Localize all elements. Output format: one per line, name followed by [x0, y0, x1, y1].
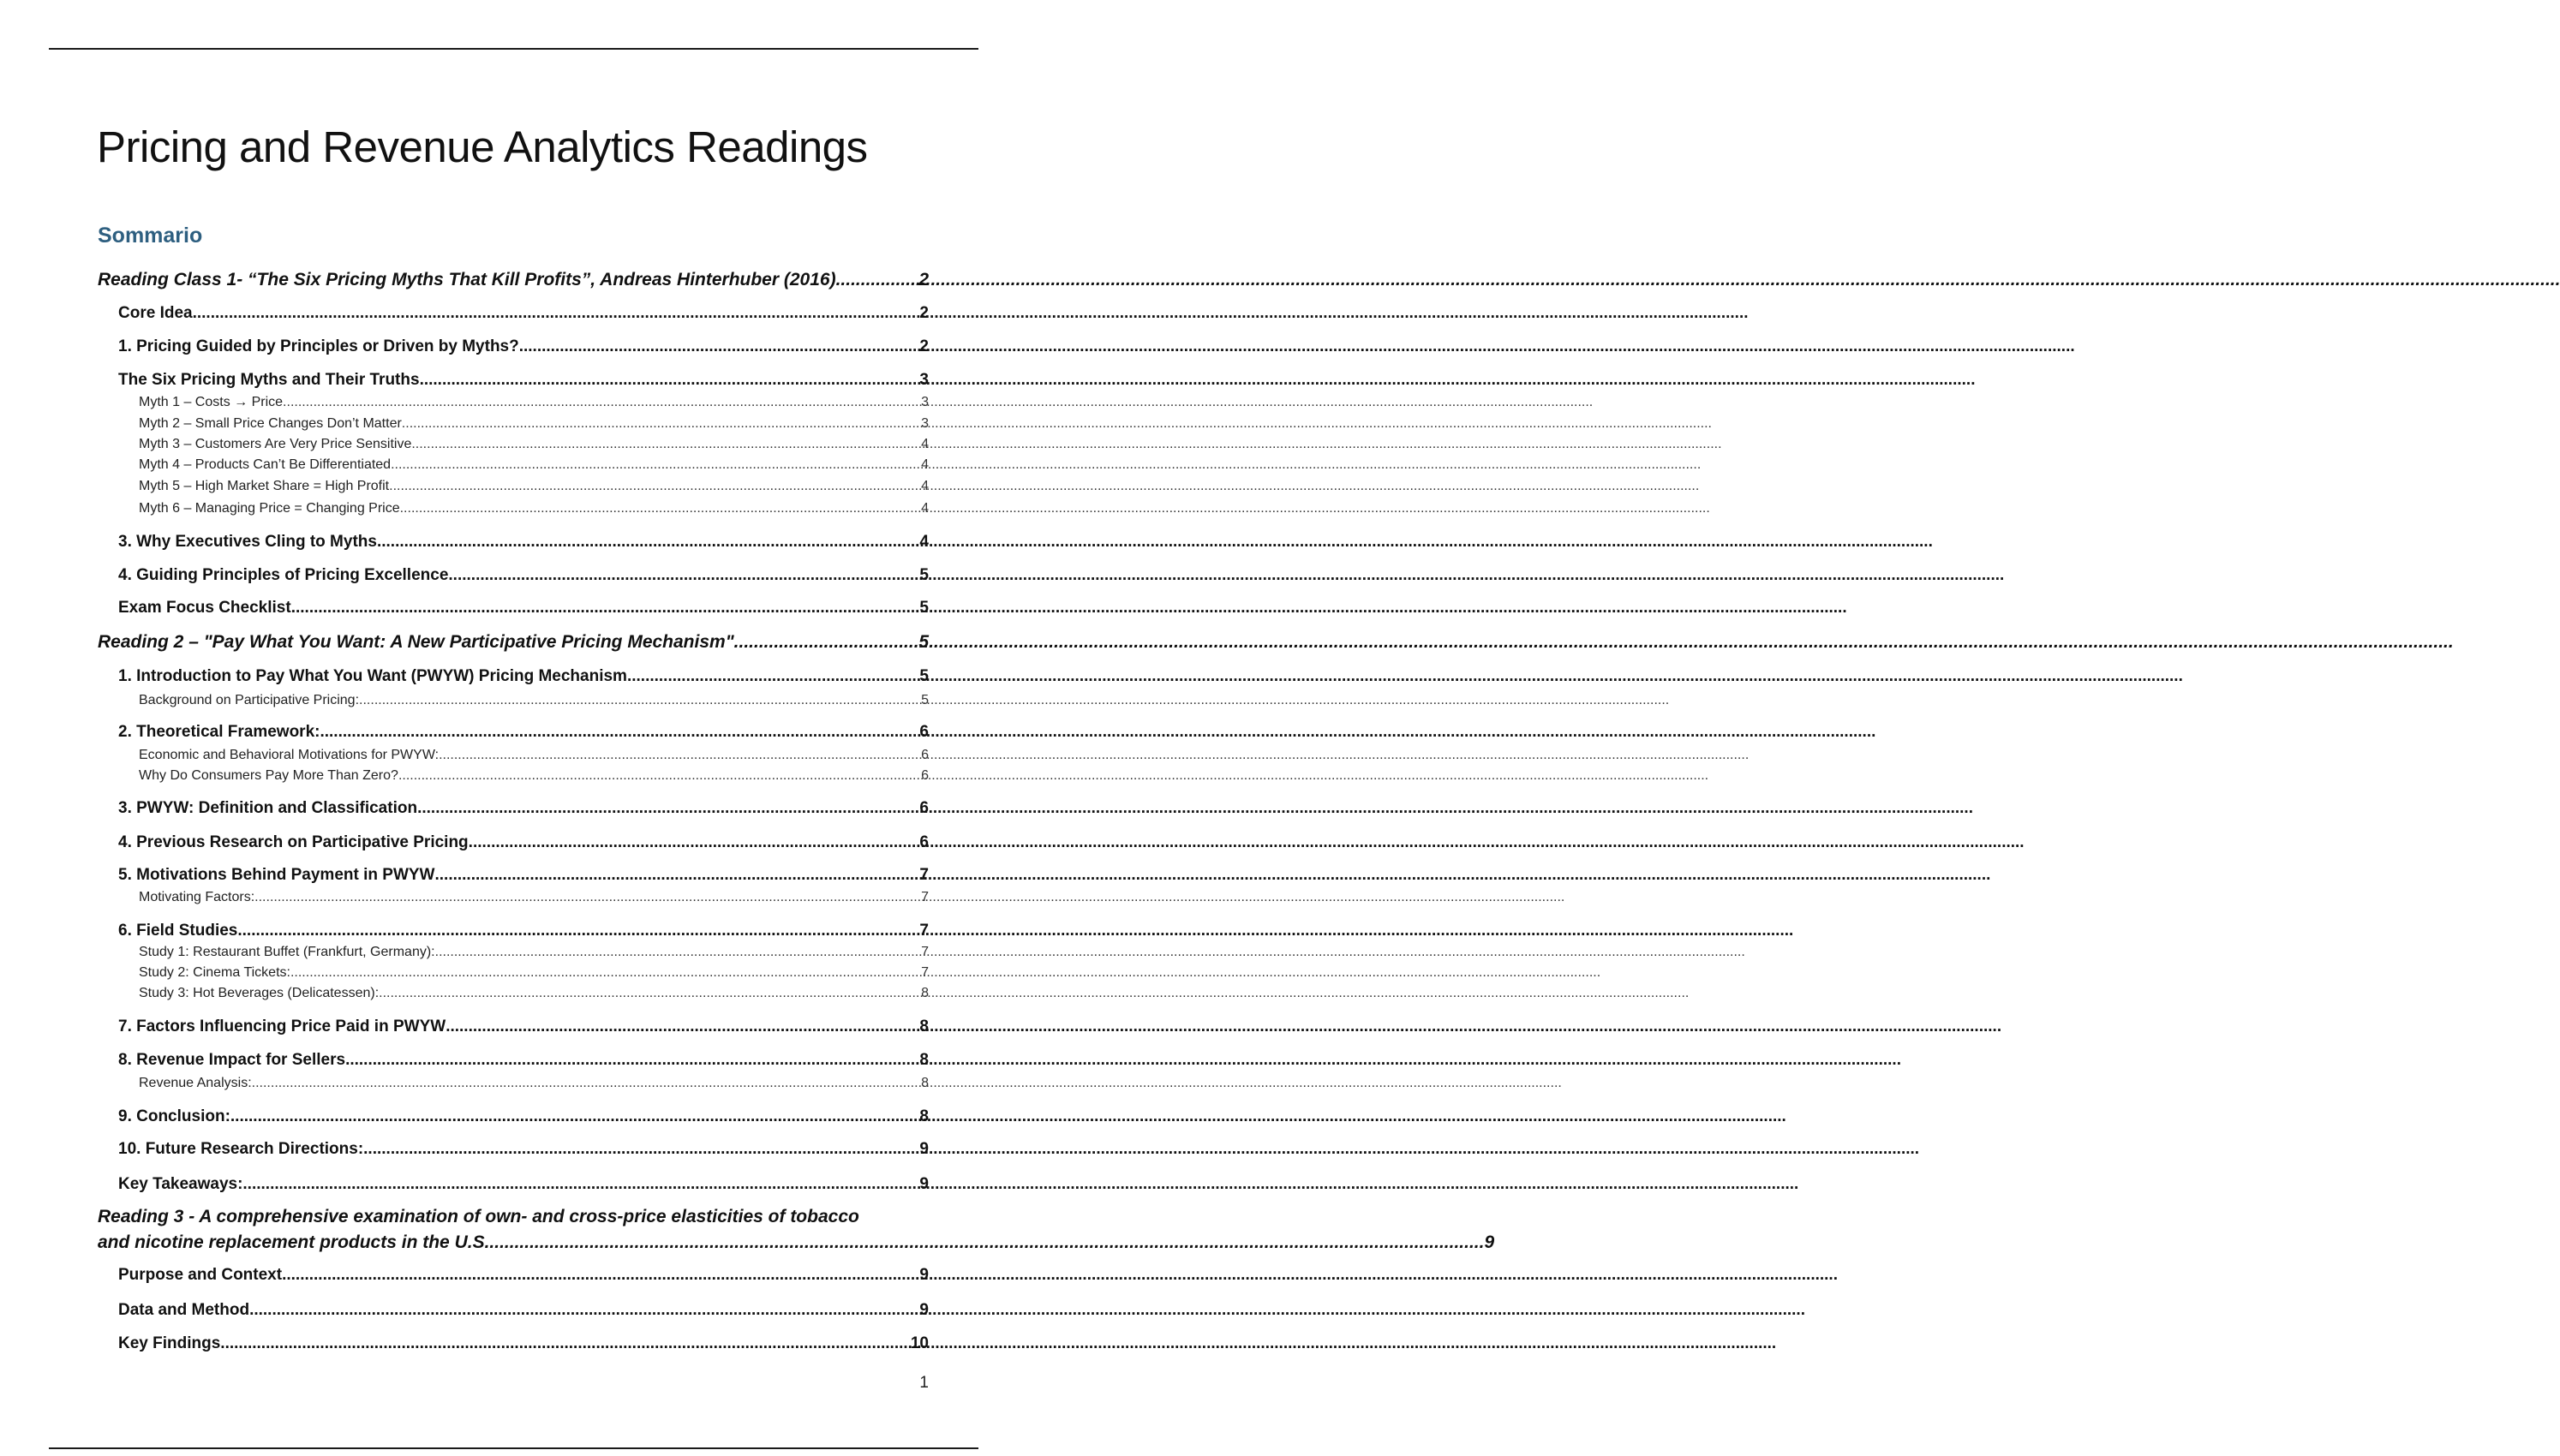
toc-entry-future-research[interactable]: [118, 1139, 929, 1160]
toc-leader: [402, 415, 921, 433]
toc-label: Study 3: Hot Beverages (Delicatessen):: [139, 986, 380, 1000]
toc-page-number: 2: [918, 270, 929, 289]
toc-leader: [469, 832, 920, 853]
toc-page-number: 5: [919, 566, 929, 584]
toc-entry-study-1[interactable]: [139, 944, 929, 961]
toc-label: Study 2: Cinema Tickets:: [139, 965, 290, 980]
toc-leader: [237, 921, 919, 941]
toc-label: 4. Guiding Principles of Pricing Excellence: [118, 566, 449, 584]
toc-entry-previous-research[interactable]: [118, 832, 929, 853]
toc-entry-revenue-analysis[interactable]: [139, 1075, 929, 1092]
toc-entry-why-executives[interactable]: [118, 532, 929, 552]
toc-page-number: 7: [921, 890, 929, 904]
toc-label: Economic and Behavioral Motivations for PWYW:: [139, 748, 440, 762]
toc-entry-study-2[interactable]: [139, 964, 929, 982]
toc-page-number: 4: [921, 501, 929, 516]
toc-label: Purpose and Context: [118, 1266, 283, 1284]
toc-leader: [734, 631, 919, 653]
toc-leader: [398, 767, 921, 785]
toc-entry-pay-more-than-zero[interactable]: [139, 767, 929, 785]
toc-entry-motivations-pwyw[interactable]: [139, 747, 929, 764]
toc-label: Key Takeaways:: [118, 1175, 243, 1193]
toc-leader: [282, 1265, 919, 1286]
toc-label: The Six Pricing Myths and Their Truths: [118, 371, 420, 389]
document-title: Pricing and Revenue Analytics Readings: [97, 122, 868, 171]
toc-page-number: 6: [921, 768, 929, 783]
toc-page-number: 8: [921, 986, 929, 1000]
toc-leader: [434, 865, 919, 886]
toc-entry-guiding-principles[interactable]: [118, 565, 929, 586]
toc-entry-reading-1[interactable]: [98, 269, 929, 291]
toc-leader: [400, 500, 921, 517]
toc-page-number: 5: [919, 667, 929, 685]
toc-label: Data and Method: [118, 1301, 250, 1319]
toc-entry-reading-2[interactable]: [98, 631, 929, 653]
toc-page-number: 9: [919, 1266, 929, 1284]
toc-entry-field-studies[interactable]: [118, 921, 929, 941]
toc-page-number: 7: [921, 945, 929, 959]
toc-label: Study 1: Restaurant Buffet (Frankfurt, Germany):: [139, 945, 435, 959]
toc-entry-myth-6[interactable]: [139, 500, 929, 517]
toc-leader: [252, 1075, 921, 1092]
toc-page-number: 6: [919, 723, 929, 741]
toc-label: Exam Focus Checklist: [118, 599, 291, 617]
toc-leader: [439, 747, 921, 764]
toc-page-number: 9: [919, 1301, 929, 1319]
toc-entry-motivations-payment[interactable]: [118, 865, 929, 886]
toc-label: 1. Introduction to Pay What You Want (PWYW) Pricing Mechanism: [118, 667, 627, 685]
toc-label: Why Do Consumers Pay More Than Zero?: [139, 768, 398, 783]
toc-label: 6. Field Studies: [118, 922, 238, 940]
toc-page-number: 3: [921, 416, 929, 431]
toc-label: Reading 2 – "Pay What You Want: A New Participative Pricing Mechanism": [98, 632, 734, 652]
toc-leader: [391, 456, 921, 474]
toc-entry-key-findings[interactable]: [118, 1334, 929, 1354]
toc-heading: Sommario: [98, 224, 203, 248]
toc-label: 3. PWYW: Definition and Classification: [118, 799, 418, 817]
toc-leader: [420, 370, 920, 391]
toc-leader: [242, 1174, 919, 1195]
toc-label: Reading Class 1- “The Six Pricing Myths That Kill Profits”, Andreas Hinterhuber (2016).: [98, 270, 841, 289]
toc-leader: [290, 964, 921, 982]
toc-entry-participative-background[interactable]: [139, 692, 929, 709]
toc-label: 4. Previous Research on Participative Pricing: [118, 833, 469, 851]
toc-entry-pricing-principles[interactable]: [118, 337, 929, 357]
toc-page-number: 4: [921, 479, 929, 493]
toc-label: Background on Participative Pricing:: [139, 693, 360, 707]
toc-leader: [417, 798, 919, 819]
toc-leader: [230, 1107, 920, 1127]
toc-leader: [359, 692, 921, 709]
toc-label: 2. Theoretical Framework:: [118, 723, 320, 741]
toc-leader: [448, 565, 919, 586]
toc-entry-myth-5[interactable]: [139, 478, 929, 495]
toc-leader: [254, 889, 921, 906]
toc-entry-core-idea[interactable]: [118, 303, 929, 324]
page-number: 1: [919, 1374, 929, 1392]
toc-page-number: 5: [919, 599, 929, 617]
toc-label-line-2-row: [98, 1230, 1495, 1256]
toc-entry-pwyw-intro[interactable]: [118, 666, 929, 687]
toc-entry-myth-3[interactable]: [139, 436, 929, 453]
toc-page-number: 3: [919, 371, 929, 389]
toc-page-number: 9: [1484, 1232, 1495, 1252]
toc-entry-exam-focus[interactable]: [118, 598, 929, 618]
toc-label: Motivating Factors:: [139, 890, 255, 904]
toc-entry-factors-price-paid[interactable]: [118, 1017, 929, 1037]
toc-label-line-1: Reading 3 - A comprehensive examination of own- and cross-price elasticities of tobacco: [98, 1207, 859, 1226]
toc-entry-revenue-impact[interactable]: [118, 1050, 929, 1071]
toc-entry-data-method[interactable]: [118, 1300, 929, 1321]
toc-leader: [291, 598, 920, 618]
toc-label: Core Idea: [118, 304, 193, 322]
toc-leader: [389, 478, 921, 495]
toc-leader: [363, 1139, 919, 1160]
toc-leader: [283, 394, 921, 411]
toc-entry-study-3[interactable]: [139, 985, 929, 1002]
toc-page-number: 9: [919, 1140, 929, 1158]
toc-page-number: 5: [918, 632, 929, 652]
toc-label: 10. Future Research Directions:: [118, 1140, 364, 1158]
toc-label-line-2: and nicotine replacement products in the U.S: [98, 1232, 485, 1252]
toc-entry-key-takeaways[interactable]: [118, 1174, 929, 1195]
toc-entry-myth-4[interactable]: [139, 456, 929, 474]
toc-label: 1. Pricing Guided by Principles or Driven by Myths?: [118, 337, 519, 355]
toc-label: Myth 3 – Customers Are Very Price Sensitive: [139, 437, 412, 451]
toc-page-number: 8: [921, 1076, 929, 1090]
toc-entry-theoretical-framework[interactable]: [118, 722, 929, 743]
toc-label: Myth 1 – Costs → Price: [139, 395, 284, 409]
toc-leader: [411, 436, 921, 453]
toc-entry-conclusion[interactable]: [118, 1107, 929, 1127]
footer-rule: [49, 1447, 978, 1449]
toc-label: 5. Motivations Behind Payment in PWYW: [118, 866, 435, 884]
toc-label: Key Findings: [118, 1334, 221, 1352]
toc-leader: [220, 1334, 911, 1354]
toc-page-number: 6: [921, 748, 929, 762]
toc-page-number: 3: [921, 395, 929, 409]
toc-entry-purpose-context[interactable]: [118, 1265, 929, 1286]
toc-leader: [320, 722, 919, 743]
toc-page-number: 6: [919, 833, 929, 851]
toc-entry-myth-2[interactable]: [139, 415, 929, 433]
toc-label: 7. Factors Influencing Price Paid in PWYW: [118, 1017, 446, 1035]
toc-page-number: 7: [919, 922, 929, 940]
toc-page-number: 7: [919, 866, 929, 884]
toc-page-number: 8: [919, 1017, 929, 1035]
toc-entry-motivating-factors[interactable]: [139, 889, 929, 906]
toc-page-number: 7: [921, 965, 929, 980]
toc-entry-pwyw-definition[interactable]: [118, 798, 929, 819]
toc-page-number: 8: [919, 1107, 929, 1125]
toc-label: Revenue Analysis:: [139, 1076, 252, 1090]
toc-page-number: 10: [910, 1334, 929, 1352]
toc-page-number: 2: [919, 304, 929, 322]
toc-page-number: 2: [919, 337, 929, 355]
toc-label: 9. Conclusion:: [118, 1107, 230, 1125]
toc-leader: [435, 944, 921, 961]
toc-entry-myth-1[interactable]: [139, 394, 929, 411]
toc-leader: [627, 666, 919, 687]
toc-leader: [377, 532, 919, 552]
toc-page-number: 4: [921, 437, 929, 451]
toc-leader: [345, 1050, 919, 1071]
toc-leader: [249, 1300, 919, 1321]
toc-leader: [379, 985, 921, 1002]
toc-label: Myth 5 – High Market Share = High Profit: [139, 479, 390, 493]
toc-entry-reading-3[interactable]: [98, 1204, 1495, 1256]
toc-leader: [840, 269, 918, 291]
toc-label: Myth 4 – Products Can’t Be Differentiated: [139, 457, 392, 472]
toc-page-number: 4: [921, 457, 929, 472]
toc-leader: [485, 1230, 1485, 1256]
toc-page-number: 8: [919, 1051, 929, 1069]
toc-page-number: 9: [919, 1175, 929, 1193]
toc-leader: [519, 337, 920, 357]
toc-entry-six-myths[interactable]: [118, 370, 929, 391]
toc-page-number: 4: [919, 533, 929, 551]
toc-page-number: 5: [921, 693, 929, 707]
toc-page-number: 6: [919, 799, 929, 817]
toc-label: Myth 2 – Small Price Changes Don’t Matter: [139, 416, 402, 431]
toc-leader: [446, 1017, 919, 1037]
toc-label: Myth 6 – Managing Price = Changing Price: [139, 501, 400, 516]
toc-label: 3. Why Executives Cling to Myths: [118, 533, 377, 551]
toc-leader: [193, 303, 920, 324]
toc-label: 8. Revenue Impact for Sellers: [118, 1051, 346, 1069]
